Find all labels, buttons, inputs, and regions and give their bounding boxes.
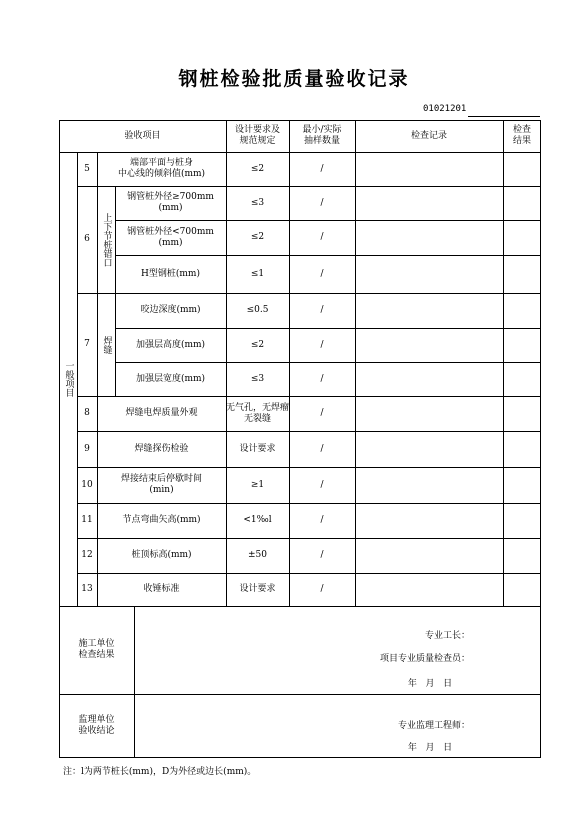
row-sample: / xyxy=(320,305,324,315)
row-record-field[interactable] xyxy=(355,293,503,328)
row-item-name: 桩顶标高(mm) xyxy=(131,550,192,560)
row-sample: / xyxy=(320,443,324,454)
row-record-field[interactable] xyxy=(355,431,503,467)
row-result-field[interactable] xyxy=(503,220,541,255)
row-requirement: ≤3 xyxy=(250,197,265,208)
row-record-field[interactable] xyxy=(355,328,503,362)
row-result-field[interactable] xyxy=(503,186,541,220)
constructor-date-label: 年 月 日 xyxy=(407,678,453,689)
sub-label-weld: 焊缝 xyxy=(101,335,112,354)
header-sample: 最小/实际 抽样数量 xyxy=(302,125,342,146)
row-result-field[interactable] xyxy=(503,255,541,293)
row-sample: / xyxy=(320,408,324,418)
row-record-field[interactable] xyxy=(355,152,503,186)
header-result: 检查 结果 xyxy=(512,125,531,146)
row-result-field[interactable] xyxy=(503,293,541,328)
row-item-name: 节点弯曲矢高(mm) xyxy=(122,515,201,525)
row-result-field[interactable] xyxy=(503,573,541,606)
page-title: 钢桩检验批质量验收记录 xyxy=(178,68,410,90)
row-requirement: ≥1 xyxy=(250,479,265,490)
row-number: 11 xyxy=(81,515,93,525)
row-item-name: 加强层高度(mm) xyxy=(135,339,206,350)
row-item-name: 钢管桩外径<700mm (mm) xyxy=(127,226,214,248)
header-record: 检查记录 xyxy=(410,130,447,141)
row-result-field[interactable] xyxy=(503,538,541,573)
row-number: 7 xyxy=(84,339,90,349)
row-record-field[interactable] xyxy=(355,220,503,255)
row-item-name: 钢管桩外径≥700mm (mm) xyxy=(127,192,214,213)
footnote: 注：l为两节桩长(mm)，D为外径或边长(mm)。 xyxy=(63,767,257,777)
row-record-field[interactable] xyxy=(355,255,503,293)
row-record-field[interactable] xyxy=(355,503,503,538)
group-label-general: 一般项目 xyxy=(63,361,74,397)
row-requirement: ≤3 xyxy=(250,373,265,384)
row-sample: / xyxy=(320,163,324,174)
row-sample: / xyxy=(320,197,324,208)
row-number: 8 xyxy=(84,408,90,418)
row-result-field[interactable] xyxy=(503,396,541,431)
row-item-name: 焊接结束后停歇时间 (min) xyxy=(120,474,202,495)
supervisor-date-label: 年 月 日 xyxy=(407,742,453,753)
row-record-field[interactable] xyxy=(355,186,503,220)
header-design: 设计要求及 规范规定 xyxy=(234,125,280,146)
form-code: 01021201 xyxy=(423,104,467,114)
row-item-name: 加强层宽度(mm) xyxy=(135,373,206,384)
row-requirement: ≤0.5 xyxy=(246,305,269,315)
row-record-field[interactable] xyxy=(355,538,503,573)
row-record-field[interactable] xyxy=(355,396,503,431)
row-requirement: ≤2 xyxy=(250,163,265,174)
row-result-field[interactable] xyxy=(503,503,541,538)
row-requirement: ≤2 xyxy=(250,339,265,350)
section-column-line xyxy=(134,606,135,758)
row-requirement: ≤1 xyxy=(250,268,265,279)
row-result-field[interactable] xyxy=(503,362,541,396)
row-requirement: 设计要求 xyxy=(239,584,276,594)
supervisor-label: 监理单位 验收结论 xyxy=(78,715,115,736)
row-number: 10 xyxy=(81,479,93,490)
row-sample: / xyxy=(320,373,324,384)
row-sample: / xyxy=(320,584,324,594)
row-record-field[interactable] xyxy=(355,573,503,606)
row-sample: / xyxy=(320,268,324,279)
row-item-name: 咬边深度(mm) xyxy=(140,305,201,315)
constructor-inspector-label: 项目专业质量检查员： xyxy=(379,653,470,664)
row-requirement: 无气孔，无焊瘤 无裂缝 xyxy=(226,402,290,424)
row-item-name: 焊缝探伤检验 xyxy=(134,443,189,454)
row-number: 6 xyxy=(84,234,90,244)
row-number: 12 xyxy=(81,550,93,560)
row-sample: / xyxy=(320,479,324,490)
row-number: 5 xyxy=(84,163,90,174)
row-item-name: 收锤标准 xyxy=(143,584,180,594)
row-sample: / xyxy=(320,550,324,560)
row-sample: / xyxy=(320,515,324,525)
constructor-foreman-label: 专业工长： xyxy=(424,630,470,641)
row-requirement: 设计要求 xyxy=(239,443,276,454)
sub-label-joint-offset: 上下节桩错口 xyxy=(101,212,112,267)
row-item-name: 端部平面与桩身 中心线的倾斜值(mm) xyxy=(117,158,206,179)
supervisor-engineer-label: 专业监理工程师： xyxy=(397,720,470,731)
row-requirement: <1‰l xyxy=(243,515,272,525)
row-requirement: ±50 xyxy=(248,550,267,560)
row-number: 13 xyxy=(81,584,93,594)
row-sample: / xyxy=(320,339,324,350)
code-underline xyxy=(468,116,540,117)
row-record-field[interactable] xyxy=(355,362,503,396)
row-result-field[interactable] xyxy=(503,328,541,362)
row-requirement: ≤2 xyxy=(250,232,265,242)
row-result-field[interactable] xyxy=(503,152,541,186)
row-number: 9 xyxy=(84,443,90,454)
row-sample: / xyxy=(320,232,324,242)
row-result-field[interactable] xyxy=(503,467,541,503)
row-item-name: 焊缝电焊质量外观 xyxy=(125,408,198,418)
row-result-field[interactable] xyxy=(503,431,541,467)
row-record-field[interactable] xyxy=(355,467,503,503)
row-item-name: H型钢桩(mm) xyxy=(141,268,200,279)
header-item: 验收项目 xyxy=(124,130,161,141)
constructor-label: 施工单位 检查结果 xyxy=(78,639,115,660)
